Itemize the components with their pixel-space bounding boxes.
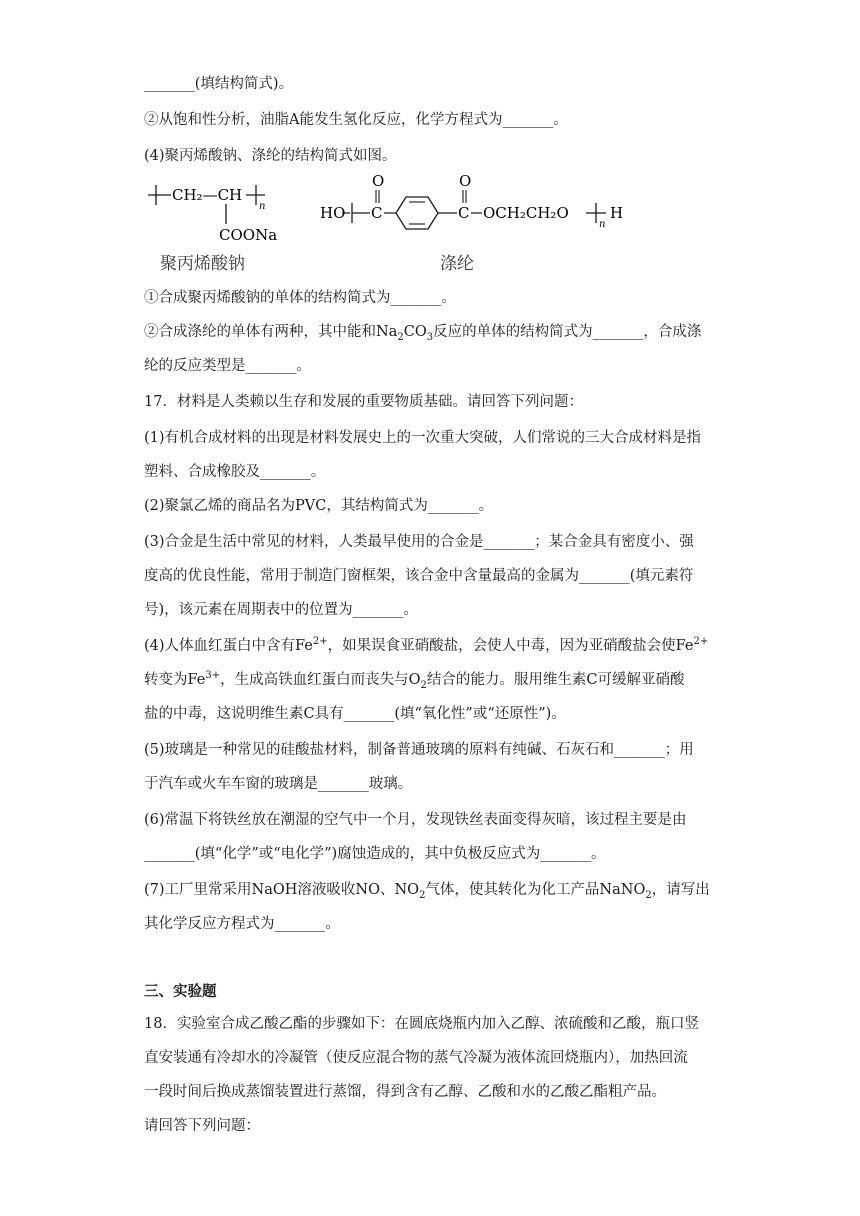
text-line: (1)有机合成材料的出现是材料发展史上的一次重大突破，人们常说的三大合成材料是指 [144, 430, 702, 446]
subscript: 3 [426, 331, 434, 343]
text-line: 请回答下列问题： [144, 1118, 260, 1134]
pet-structure [320, 172, 623, 274]
text-span: ②合成涤纶的单体有两种，其中能和 [144, 324, 376, 340]
text-line: ②从饱和性分析，油脂A能发生氢化反应，化学方程式为_______。 [144, 112, 568, 128]
text-span: ，如果误食亚硝酸盐，会使人中毒，因为亚硝酸盐会使Fe [327, 638, 694, 654]
text-line: 纶的反应类型是_______。 [144, 358, 311, 374]
text-span: 气体，使其转化为化工产品NaNO [425, 882, 646, 898]
text-line: (3)合金是生活中常见的材料，人类最早使用的合金是_______；某合金具有密度小、强 [144, 534, 694, 550]
text-span: ，生成高铁血红蛋白而丧失与O [220, 672, 421, 688]
text-span: Na [376, 324, 398, 340]
polymer2-h: H [610, 204, 624, 222]
subscript: 2 [419, 889, 426, 901]
text-span: CO [403, 324, 427, 340]
text-line: _______(填结构简式)。 [144, 76, 294, 92]
text-line: 其化学反应方程式为_______。 [144, 916, 340, 932]
text-line: 塑料、合成橡胶及_______。 [144, 464, 326, 480]
text-span: 转变为Fe [144, 672, 206, 688]
text-line: _______(填“化学”或“电化学”)腐蚀造成的，其中负极反应式为_______。 [144, 846, 606, 862]
polymer1-caption: 聚丙烯酸钠 [160, 254, 245, 274]
text-line: 盐的中毒，这说明维生素C具有_______(填“氧化性”或“还原性”)。 [144, 706, 566, 722]
text-line: 直安装通有冷却水的冷凝管（使反应混合物的蒸气冷凝为液体流回烧瓶内），加热回流 [144, 1050, 688, 1066]
polymer1-branch: COONa [219, 226, 278, 244]
polymer2-caption: 涤纶 [440, 254, 474, 274]
polymer2-carbon: C [458, 204, 470, 222]
question-18-stem: 18．实验室合成乙酸乙酯的步骤如下：在圆底烧瓶内加入乙醇、浓硫酸和乙酸，瓶口竖 [144, 1016, 699, 1032]
text-span: 反应的单体的结构简式为_______，合成涤 [433, 324, 702, 340]
structure-figure [144, 172, 644, 278]
polyacrylate-structure [148, 185, 277, 274]
superscript: 2+ [312, 636, 328, 648]
subscript: 2 [397, 331, 404, 343]
structure-svg [144, 172, 644, 278]
text-line [144, 670, 684, 690]
text-line: 号)，该元素在周期表中的位置为_______。 [144, 602, 418, 618]
subscript: 2 [645, 889, 652, 901]
polymer1-subscript-n: n [259, 201, 266, 212]
polymer2-tail: OCH₂CH₂O [483, 204, 569, 222]
text-span: ，请写出 [651, 882, 710, 898]
text-line [144, 322, 701, 342]
text-line: (6)常温下将铁丝放在潮湿的空气中一个月，发现铁丝表面变得灰暗，该过程主要是由 [144, 812, 687, 828]
text-line: (2)聚氯乙烯的商品名为PVC，其结构简式为_______。 [144, 498, 494, 514]
text-line: ①合成聚丙烯酸钠的单体的结构简式为_______。 [144, 290, 456, 306]
text-line [144, 636, 708, 656]
text-line: 一段时间后换成蒸馏装置进行蒸馏，得到含有乙醇、乙酸和水的乙酸乙酯粗产品。 [144, 1084, 666, 1100]
text-span: (7)工厂里常采用NaOH溶液吸收NO、NO [144, 882, 420, 898]
superscript: 3+ [205, 670, 221, 682]
text-line: 于汽车或火车车窗的玻璃是_______玻璃。 [144, 776, 413, 792]
polymer2-subscript-n: n [599, 219, 606, 230]
text-span: (4)人体血红蛋白中含有Fe [144, 638, 313, 654]
polymer1-main: CH₂—CH [172, 186, 243, 204]
section-heading: 三、实验题 [144, 984, 217, 1000]
question-17-stem: 17．材料是人类赖以生存和发展的重要物质基础。请回答下列问题： [144, 394, 583, 410]
polymer2-ho: HO [320, 204, 346, 222]
polymer2-oxygen: O [459, 172, 472, 190]
text-line: (5)玻璃是一种常见的硅酸盐材料，制备普通玻璃的原料有纯碱、石灰石和_______；用 [144, 742, 694, 758]
polymer2-oxygen: O [372, 172, 385, 190]
polymer2-carbon: C [371, 204, 383, 222]
text-line [144, 880, 710, 900]
subscript: 2 [420, 679, 427, 691]
superscript: 2+ [693, 636, 709, 648]
text-span: 结合的能力。服用维生素C可缓解亚硝酸 [426, 672, 685, 688]
text-line: 度高的优良性能，常用于制造门窗框架，该合金中含量最高的金属为_______(填元素符 [144, 568, 694, 584]
text-line: (4)聚丙烯酸钠、涤纶的结构简式如图。 [144, 148, 397, 164]
